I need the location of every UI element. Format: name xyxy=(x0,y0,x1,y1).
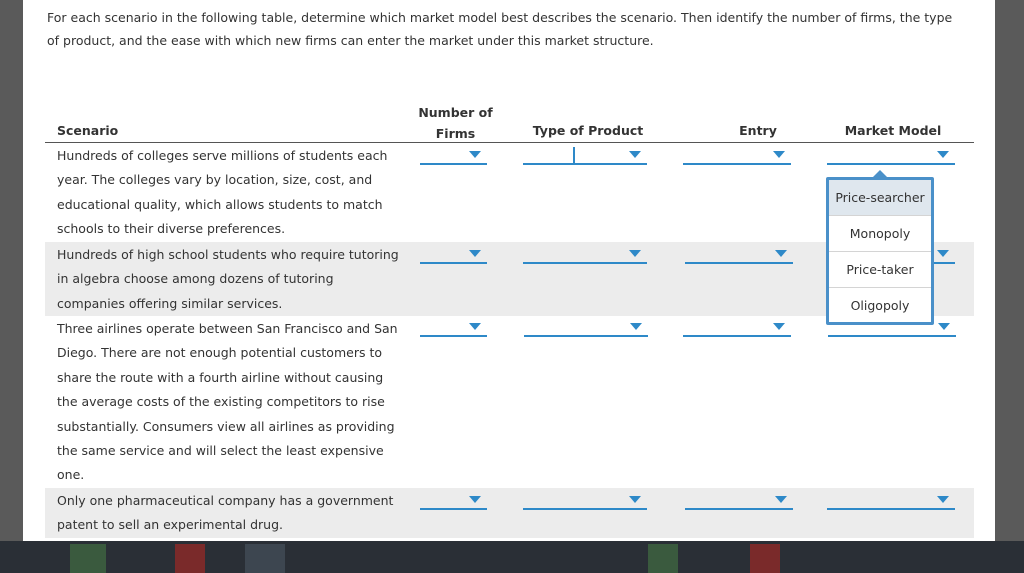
scenario-4-text: Only one pharmaceutical company has a government patent to sell an experimental drug. xyxy=(57,493,394,533)
chevron-down-icon xyxy=(469,323,481,330)
header-number-of-firms xyxy=(413,102,498,144)
chevron-down-icon xyxy=(937,250,949,257)
header-divider xyxy=(45,142,974,143)
taskbar-item xyxy=(245,544,285,573)
header-scenario: Scenario xyxy=(57,123,119,138)
menu-pointer xyxy=(873,170,887,177)
header-firms-line2: Firms xyxy=(435,126,476,141)
taskbar-item xyxy=(648,544,678,573)
text-cursor xyxy=(573,147,575,163)
chevron-down-icon xyxy=(938,323,950,330)
option-price-searcher[interactable]: Price-searcher xyxy=(829,180,931,216)
row-4-firms-dropdown[interactable] xyxy=(420,494,487,510)
chevron-down-icon xyxy=(629,496,641,503)
chevron-down-icon xyxy=(469,496,481,503)
chevron-down-icon xyxy=(937,151,949,158)
question-page xyxy=(23,0,995,541)
row-4-entry-dropdown[interactable] xyxy=(685,494,793,510)
row-2-firms-dropdown[interactable] xyxy=(420,248,487,264)
chevron-down-icon xyxy=(773,151,785,158)
scenario-2-text: Hundreds of high school students who require tutoring in algebra choose among dozens of tutoring companies offering similar services. xyxy=(57,247,399,311)
row-2-product-dropdown[interactable] xyxy=(523,248,647,264)
row-3-product-dropdown[interactable] xyxy=(524,321,648,337)
row-1-firms-dropdown[interactable] xyxy=(420,149,487,165)
option-oligopoly[interactable]: Oligopoly xyxy=(850,298,910,313)
row-1-entry-dropdown[interactable] xyxy=(683,149,791,165)
option-monopoly[interactable]: Monopoly xyxy=(829,216,931,252)
market-model-menu xyxy=(826,177,934,325)
scenario-1-text: Hundreds of colleges serve millions of students each year. The colleges vary by location, size, cost, and educational quality, which allows students to match schools to their diverse preferences. xyxy=(57,148,388,237)
chevron-down-icon xyxy=(773,323,785,330)
taskbar-item xyxy=(750,544,780,573)
chevron-down-icon xyxy=(937,496,949,503)
header-entry: Entry xyxy=(739,123,777,138)
header-firms-line1: Number of xyxy=(418,105,493,120)
chevron-down-icon xyxy=(775,250,787,257)
header-type-of-product: Type of Product xyxy=(532,123,644,138)
header-market-model: Market Model xyxy=(844,123,942,138)
row-1-market-model-dropdown[interactable] xyxy=(827,149,955,165)
row-4-market-model-dropdown[interactable] xyxy=(827,494,955,510)
row-3-entry-dropdown[interactable] xyxy=(683,321,791,337)
instructions-text: For each scenario in the following table, determine which market model best describes the scenario. Then identify the number of firms, the type of product, and the ease with which new firms can enter the market under this market structure. xyxy=(47,10,953,48)
chevron-down-icon xyxy=(469,151,481,158)
row-3-firms-dropdown[interactable] xyxy=(420,321,487,337)
option-price-taker[interactable]: Price-taker xyxy=(829,252,931,288)
taskbar-item xyxy=(175,544,205,573)
taskbar xyxy=(0,541,1024,573)
chevron-down-icon xyxy=(469,250,481,257)
chevron-down-icon xyxy=(775,496,787,503)
taskbar-item xyxy=(70,544,106,573)
row-4-product-dropdown[interactable] xyxy=(523,494,647,510)
row-2-entry-dropdown[interactable] xyxy=(685,248,793,264)
scenario-3-text: Three airlines operate between San Francisco and San Diego. There are not enough potential customers to share the route with a fourth airline without causing the average costs of the existing competitors to rise substantially. Consumers view all airlines as providing the same service and will select the least expensive one. xyxy=(57,321,398,483)
chevron-down-icon xyxy=(630,323,642,330)
chevron-down-icon xyxy=(629,250,641,257)
chevron-down-icon xyxy=(629,151,641,158)
row-1-product-dropdown[interactable] xyxy=(523,149,647,165)
